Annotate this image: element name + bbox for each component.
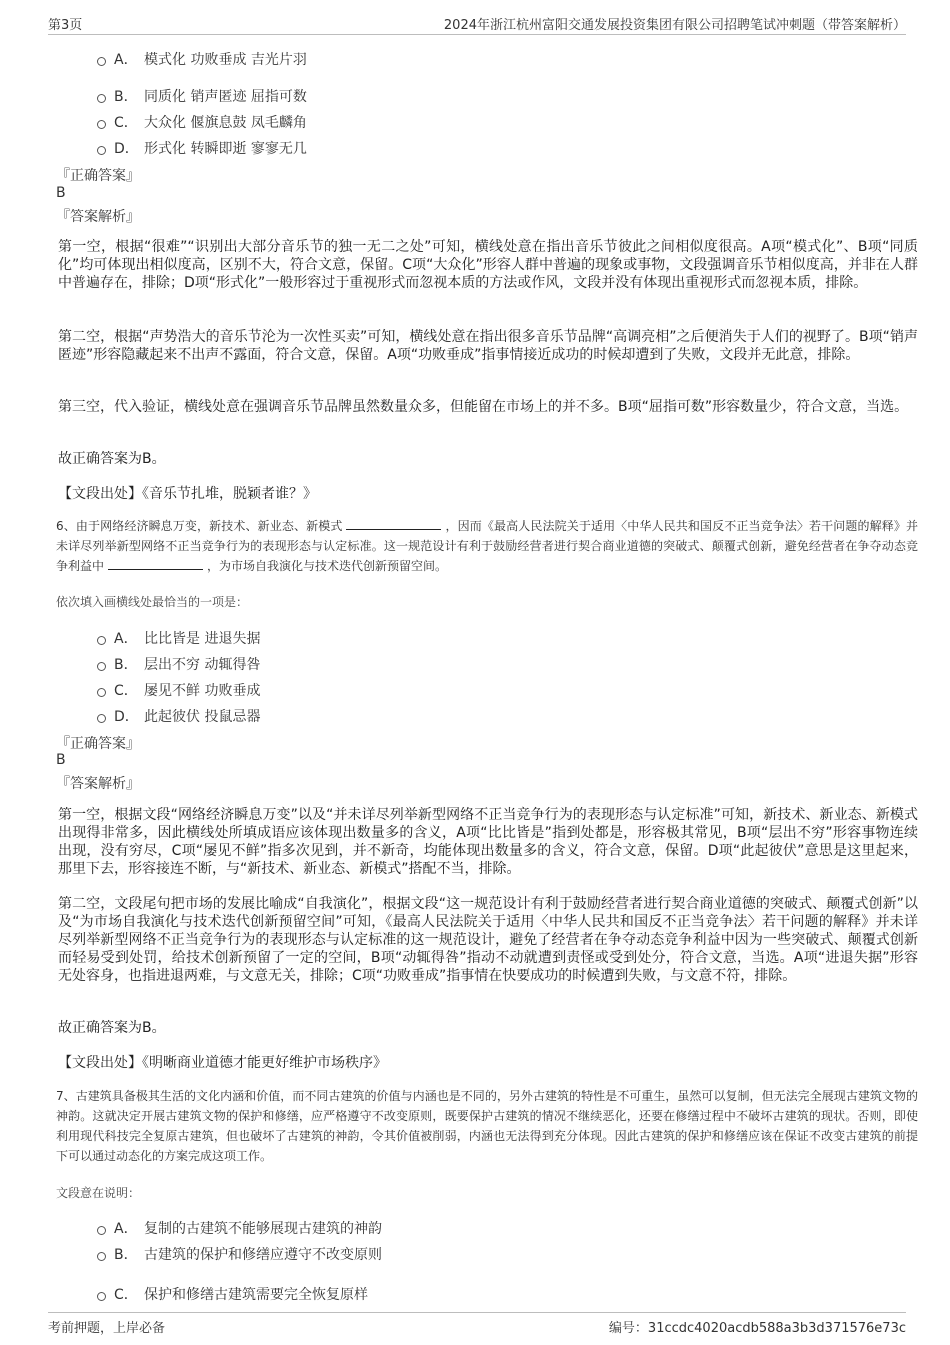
q6-question-text: 6、由于网络经济瞬息万变，新技术、新业态、新模式 ，因而《最高人民法院关于适用〈中华人民共和国反不正当竞争法〉若干问题的解释》并未详尽列举新型网络不正当竞争行为的表现形态与认定标准。这一规范设计有利于鼓励经营者进行契合商业道德的突破式、颠覆式创新，避免经营者在争夺动态竞争利益中 ，为市场自我演化与技术迭代创新预留空间。	[56, 519, 918, 573]
q6-source: 【文段出处】《明晰商业道德才能更好维护市场秩序》	[58, 1055, 387, 1071]
q5-conclusion: 故正确答案为B。	[58, 451, 166, 467]
radio-circle-icon[interactable]	[97, 688, 106, 697]
q5-analysis-para-1: 第一空，根据“很难”“识别出大部分音乐节的独一无二之处”可知，横线处意在指出音乐节彼此之间相似度很高。A项“模式化”、B项“同质化”均可体现出相似度高，区别不大，符合文意，保留。C项“大众化”形容人群中普遍的现象或事物，文段强调音乐节相似度高，并非在人群中普遍存在，排除；D项“形式化”一般形容过于重视形式而忽视本质的方法或作风，文段并没有体现出重视形式而忽视本质，排除。	[58, 239, 918, 291]
page-number: 第3页	[48, 18, 83, 33]
q6-option-c[interactable]: C． 屡见不鲜 功败垂成	[97, 680, 260, 700]
q7-option-a[interactable]: A． 复制的古建筑不能够展现古建筑的神韵	[97, 1218, 382, 1238]
q6-answer-label: 『正确答案』	[56, 736, 140, 752]
q6-option-a[interactable]: A． 比比皆是 进退失据	[97, 628, 260, 648]
q6-analysis-para-1: 第一空，根据文段“网络经济瞬息万变”以及“并未详尽列举新型网络不正当竞争行为的表现形态与认定标准”可知，新技术、新业态、新模式出现得非常多，因此横线处所填成语应该体现出数量多的含义，A项“比比皆是”指到处都是，形容极其常见，B项“层出不穷”形容事物连续出现，没有穷尽，C项“屡见不鲜”指多次见到，并不新奇，均能体现出数量多的含义，符合文意，保留。D项“此起彼伏”意思是这里起来，那里下去，形容接连不断，与“新技术、新业态、新模式”搭配不当，排除。	[58, 807, 918, 877]
q5-analysis-label: 『答案解析』	[56, 209, 140, 225]
q6-conclusion: 故正确答案为B。	[58, 1020, 166, 1036]
q5-analysis-para-3: 第三空，代入验证，横线处意在强调音乐节品牌虽然数量众多，但能留在市场上的并不多。B项“屈指可数”形容数量少，符合文意，当选。	[58, 399, 909, 415]
q5-option-d[interactable]: D． 形式化 转瞬即逝 寥寥无几	[97, 138, 307, 158]
q6-answer: B	[56, 752, 66, 768]
q6-analysis-label: 『答案解析』	[56, 776, 140, 792]
radio-circle-icon[interactable]	[97, 1226, 106, 1235]
q7-prompt: 文段意在说明：	[56, 1186, 141, 1200]
radio-circle-icon[interactable]	[97, 662, 106, 671]
q7-question-text: 7、古建筑具备极其生活的文化内涵和价值，而不同古建筑的价值与内涵也是不同的，另外古建筑的特性是不可重生，虽然可以复制，但无法完全展现古建筑文物的神韵。这就决定开展古建筑文物的保护和修缮，应严格遵守不改变原则，既要保护古建筑的情况不继续恶化，还要在修缮过程中不破坏古建筑的现状。否则，即使利用现代科技完全复原古建筑，但也破坏了古建筑的神韵，令其价值被削弱，内涵也无法得到充分体现。因此古建筑的保护和修缮应该在保证不改变古建筑的前提下可以通过动态化的方案完成这项工作。	[56, 1089, 918, 1163]
q5-analysis-para-2: 第二空，根据“声势浩大的音乐节沦为一次性买卖”可知，横线处意在指出很多音乐节品牌“高调亮相”之后便消失于人们的视野了。B项“销声匿迹”形容隐藏起来不出声不露面，符合文意，保留。A项“功败垂成”指事情接近成功的时候却遭到了失败，文段并无此意，排除。	[58, 329, 918, 363]
footer-slogan: 考前押题，上岸必备	[48, 1321, 166, 1336]
radio-circle-icon[interactable]	[97, 120, 106, 129]
q6-prompt: 依次填入画横线处最恰当的一项是：	[56, 595, 249, 609]
radio-circle-icon[interactable]	[97, 636, 106, 645]
q5-option-a[interactable]: A． 模式化 功败垂成 吉光片羽	[97, 49, 307, 69]
q5-option-c[interactable]: C． 大众化 偃旗息鼓 凤毛麟角	[97, 112, 307, 132]
q6-option-b[interactable]: B． 层出不穷 动辄得咎	[97, 654, 260, 674]
q5-option-b[interactable]: B． 同质化 销声匿迹 屈指可数	[97, 86, 307, 106]
page-header	[48, 14, 906, 35]
radio-circle-icon[interactable]	[97, 1252, 106, 1261]
document-title: 2024年浙江杭州富阳交通发展投资集团有限公司招聘笔试冲刺题（带答案解析）	[443, 18, 906, 33]
q6-option-d[interactable]: D． 此起彼伏 投鼠忌器	[97, 706, 260, 726]
q5-answer-label: 『正确答案』	[56, 168, 140, 184]
page-footer	[48, 1312, 906, 1335]
q5-answer: B	[56, 185, 66, 201]
fill-blank-2	[108, 557, 203, 570]
footer-serial: 编号：31ccdc4020acdb588a3b3d371576e73c	[608, 1321, 906, 1336]
radio-circle-icon[interactable]	[97, 94, 106, 103]
radio-circle-icon[interactable]	[97, 146, 106, 155]
fill-blank-1	[346, 517, 441, 530]
q6-analysis-para-2: 第二空，文段尾句把市场的发展比喻成“自我演化”，根据文段“这一规范设计有利于鼓励经营者进行契合商业道德的突破式、颠覆式创新”以及“为市场自我演化与技术迭代创新预留空间”可知，《最高人民法院关于适用〈中华人民共和国反不正当竞争法〉若干问题的解释》并未详尽列举新型网络不正当竞争行为的表现形态与认定标准的这一规范设计，避免了经营者在争夺动态竞争利益中因为一些突破式、颠覆式创新而轻易受到处罚，给技术创新预留了一定的空间，B项“动辄得咎”指动不动就遭到责怪或受到处分，符合文意，当选。A项“进退失据”形容无处容身，也指进退两难，与文意无关，排除；C项“功败垂成”指事情在快要成功的时候遭到失败，与文意不符，排除。	[58, 896, 918, 984]
q7-option-b[interactable]: B． 古建筑的保护和修缮应遵守不改变原则	[97, 1244, 382, 1264]
q7-option-c[interactable]: C． 保护和修缮古建筑需要完全恢复原样	[97, 1284, 368, 1304]
q5-source: 【文段出处】《音乐节扎堆，脱颖者谁？》	[58, 486, 317, 502]
radio-circle-icon[interactable]	[97, 57, 106, 66]
radio-circle-icon[interactable]	[97, 1292, 106, 1301]
radio-circle-icon[interactable]	[97, 714, 106, 723]
